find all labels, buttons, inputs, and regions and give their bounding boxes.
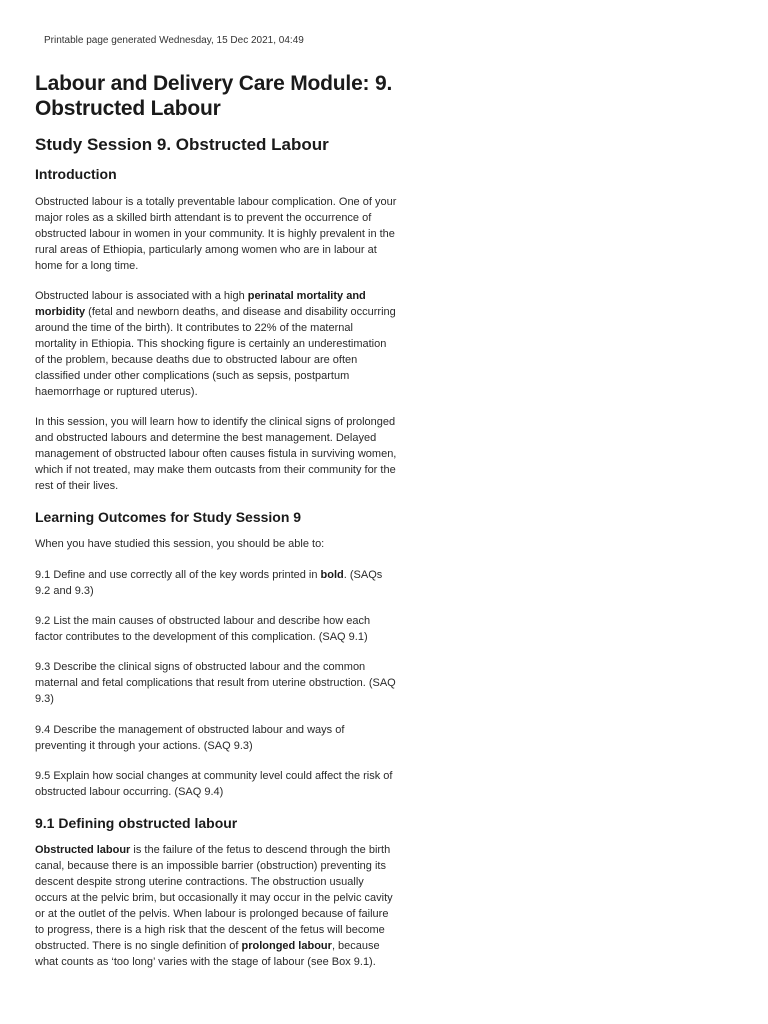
outcome-9-3: 9.3 Describe the clinical signs of obstructed labour and the common maternal and fetal complications that result from uterine obstruction. (SAQ 9.3) [35,661,396,705]
intro-p2-text-b: (fetal and newborn deaths, and disease and disability occurring around the time of the birth). It contributes to 22% of the maternal mortality in Ethiopia. This shocking figure is certainly an underestimation of the problem, because deaths due to obstructed labour are often classified under other complications (such as sepsis, postpartum haemorrhage or ruptured uterus). [35,306,396,398]
section-9-1-heading: 9.1 Defining obstructed labour [35,815,238,831]
intro-paragraph-1: Obstructed labour is a totally preventable labour complication. One of your major roles as a skilled birth attendant is to prevent the occurrence of obstructed labour in women in your community. It is highly prevalent in the rural areas of Ethiopia, particularly among women who are in labour at home for a long time. [35,196,397,272]
section-9-1-text-a: is the failure of the fetus to descend through the birth canal, because there is an impossible barrier (obstruction) preventing its descent despite strong uterine contractions. The obstruction usually occurs at the pelvic brim, but occasionally it may occur in the pelvic cavity or at the outlet of the pelvis. When labour is prolonged because of failure to progress, there is a high risk that the descent of the fetus will become obstructed. There is no single definition of [35,844,393,952]
intro-p2-bold-term: perinatal mortality and morbidity [35,290,366,318]
outcome-9-1 [35,567,397,599]
outcome-9-1-text-b: . (SAQs 9.2 and 9.3) [35,569,383,597]
introduction-heading: Introduction [35,166,117,182]
outcome-9-1-text-a: 9.1 Define and use correctly all of the key words printed in [35,569,321,581]
intro-p2-text-a: Obstructed labour is associated with a high [35,290,248,302]
term-obstructed-labour: Obstructed labour [35,844,131,856]
intro-paragraph-2 [35,288,397,400]
section-9-1-paragraph [35,842,397,970]
section-9-1-text-b: , because what counts as ‘too long’ varies with the stage of labour (see Box 9.1). [35,940,380,968]
term-prolonged-labour: prolonged labour [241,940,332,952]
outcome-9-2: 9.2 List the main causes of obstructed labour and describe how each factor contributes to the development of this complication. (SAQ 9.1) [35,615,371,643]
print-generated-note: Printable page generated Wednesday, 15 Dec 2021, 04:49 [44,35,304,46]
intro-paragraph-3: In this session, you will learn how to identify the clinical signs of prolonged and obstructed labours and determine the best management. Delayed management of obstructed labour often causes fistula in surviving women, which if not treated, may make them outcasts from their community for the rest of their lives. [35,416,397,492]
session-title: Study Session 9. Obstructed Labour [35,135,329,154]
learning-outcomes-heading: Learning Outcomes for Study Session 9 [35,509,302,525]
outcome-9-4: 9.4 Describe the management of obstructed labour and ways of preventing it through your actions. (SAQ 9.3) [35,724,345,752]
outcome-9-1-bold: bold [320,569,344,581]
outcome-9-5: 9.5 Explain how social changes at community level could affect the risk of obstructed labour occurring. (SAQ 9.4) [35,770,393,798]
page-title: Labour and Delivery Care Module: 9. Obstructed Labour [35,72,393,120]
outcomes-intro: When you have studied this session, you should be able to: [35,538,325,550]
